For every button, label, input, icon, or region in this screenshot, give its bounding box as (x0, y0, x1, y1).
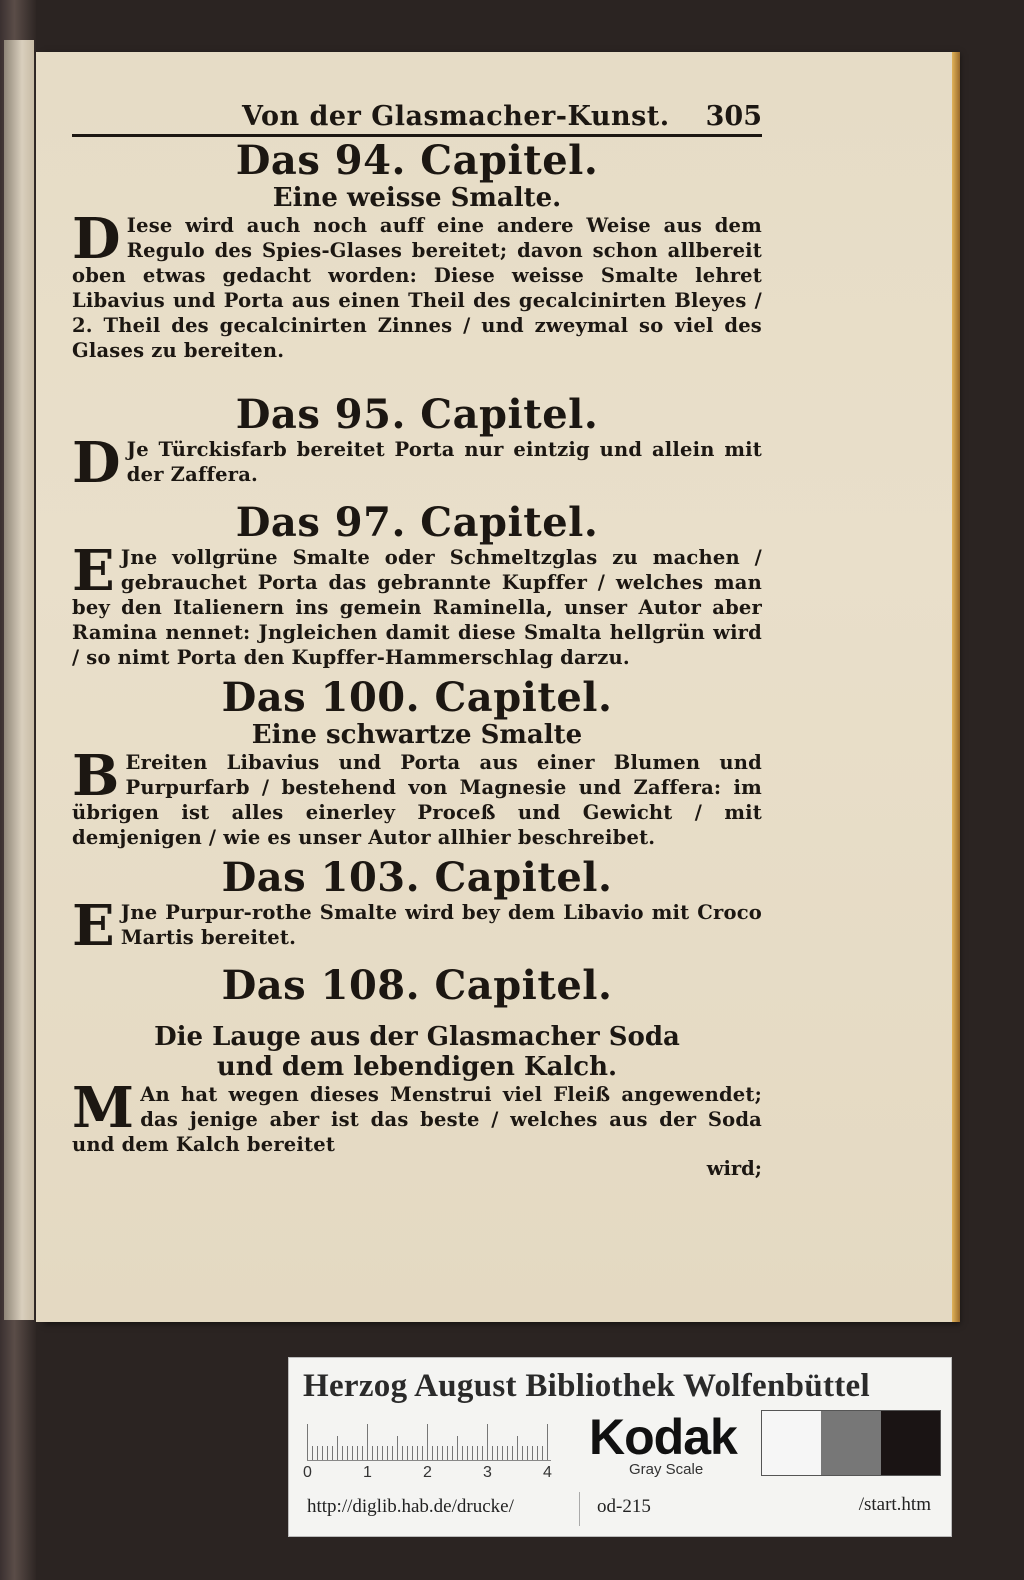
ruler-tick (472, 1446, 473, 1460)
ruler-tick (482, 1446, 483, 1460)
ruler-tick (487, 1424, 488, 1460)
running-head: Von der Glasmacher-Kunst. (242, 101, 670, 132)
ruler-tick (442, 1446, 443, 1460)
ruler-tick (462, 1446, 463, 1460)
ruler-tick (347, 1446, 348, 1460)
ruler-number: 2 (423, 1464, 432, 1481)
ruler-tick (507, 1446, 508, 1460)
drop-cap: M (72, 1075, 135, 1141)
chapter-103 (72, 854, 762, 959)
library-target-card (289, 1358, 951, 1536)
drop-cap: E (72, 893, 115, 959)
chapter-title: Das 103. Capitel. (221, 854, 613, 901)
ruler-tick (422, 1446, 423, 1460)
ruler-tick (377, 1446, 378, 1460)
drop-cap: B (72, 743, 120, 809)
left-page-edge (4, 40, 34, 1320)
swatch-white (762, 1411, 821, 1475)
chapter-subtitle: Eine schwartze Smalte (251, 720, 583, 750)
ruler-tick (417, 1446, 418, 1460)
ruler-tick (392, 1446, 393, 1460)
ruler-tick (387, 1446, 388, 1460)
drop-cap: D (72, 206, 121, 272)
gray-scale-label: Gray Scale (629, 1461, 704, 1478)
ruler-tick (512, 1446, 513, 1460)
chapter-100 (72, 676, 762, 850)
paragraph-text: An hat wegen dieses Menstrui viel Fleiß angewendet; das jenige aber ist das beste / welches aus der Soda und dem Kalch bereitet (72, 1083, 762, 1156)
ruler-tick (397, 1436, 398, 1460)
ruler-tick (532, 1446, 533, 1460)
scale-ruler (307, 1420, 551, 1461)
chapter-subtitle: Eine weisse Smalte. (272, 183, 562, 213)
ruler-tick (382, 1446, 383, 1460)
ruler-tick (402, 1446, 403, 1460)
ruler-number: 1 (363, 1464, 372, 1481)
chapter-title: Das 97. Capitel. (235, 499, 599, 546)
drop-cap: D (72, 430, 121, 496)
url-suffix: /start.htm (858, 1494, 931, 1515)
ruler-tick (547, 1424, 548, 1460)
ruler-tick (502, 1446, 503, 1460)
ruler-tick (407, 1446, 408, 1460)
page-content (72, 92, 762, 1180)
ruler-tick (467, 1446, 468, 1460)
ruler-tick (332, 1446, 333, 1460)
ruler-tick (452, 1446, 453, 1460)
institution-name: Herzog August Bibliothek Wolfenbüttel (303, 1368, 870, 1404)
paragraph-text: Jne Purpur-rothe Smalte wird bey dem Libavio mit Croco Martis bereitet. (120, 901, 762, 949)
ruler-number: 0 (303, 1464, 312, 1481)
chapter-title: Das 95. Capitel. (235, 391, 599, 438)
ruler-tick (477, 1446, 478, 1460)
ruler-tick (427, 1424, 428, 1460)
divider (579, 1492, 580, 1526)
ruler-tick (372, 1446, 373, 1460)
paragraph-text: Ereiten Libavius und Porta aus einer Blumen und Purpurfarb / bestehend von Magnesie und Zaffera: im übrigen ist alles einerley Proceß und Gewicht / mit demjenigen / wie es unser Autor allhier beschreibet. (72, 751, 762, 849)
ruler-tick (352, 1446, 353, 1460)
ruler-tick (412, 1446, 413, 1460)
page-number: 305 (705, 101, 762, 132)
ruler-tick (307, 1424, 308, 1460)
swatch-black (881, 1411, 940, 1475)
ruler-number: 3 (483, 1464, 492, 1481)
ruler-tick (527, 1446, 528, 1460)
chapter-paragraph (72, 1075, 762, 1157)
chapter-paragraph (72, 893, 762, 959)
chapter-title: Das 108. Capitel. (221, 962, 613, 1009)
ruler-tick (312, 1446, 313, 1460)
ruler-tick (447, 1446, 448, 1460)
ruler-tick (537, 1446, 538, 1460)
ruler-tick (432, 1446, 433, 1460)
ruler-tick (517, 1436, 518, 1460)
ruler-tick (362, 1446, 363, 1460)
chapter-97 (72, 501, 762, 670)
ruler-tick (317, 1446, 318, 1460)
ruler-tick (497, 1446, 498, 1460)
chapter-paragraph (72, 743, 762, 850)
ruler-tick (457, 1436, 458, 1460)
url-id: od-215 (597, 1496, 651, 1517)
catchword: wird; (706, 1157, 762, 1180)
ruler-tick (522, 1446, 523, 1460)
chapter-title: Das 100. Capitel. (221, 674, 613, 721)
ruler-number: 4 (543, 1464, 552, 1481)
ruler-numbers (303, 1464, 573, 1484)
chapter-paragraph (72, 538, 762, 670)
chapter-title: Das 94. Capitel. (235, 137, 599, 184)
ruler-tick (327, 1446, 328, 1460)
paragraph-text: Jne vollgrüne Smalte oder Schmeltzglas zu machen / gebrauchet Porta das gebrannte Kupffer / welches man bey den Italienern ins gemein Raminella, unser Autor aber Ramina nennet: Jngleichen damit diese Smalta hellgrün wird / so nimt Porta den Kupffer-Hammerschlag darzu. (72, 546, 762, 669)
ruler-tick (492, 1446, 493, 1460)
chapter-paragraph (72, 430, 762, 496)
ruler-tick (367, 1424, 368, 1460)
ruler-tick (357, 1446, 358, 1460)
kodak-logo: Kodak (589, 1409, 737, 1465)
drop-cap: E (72, 538, 115, 604)
chapter-94 (72, 139, 762, 363)
ruler-tick (437, 1446, 438, 1460)
ruler-tick (342, 1446, 343, 1460)
swatch-gray (821, 1411, 880, 1475)
ruler-tick (542, 1446, 543, 1460)
gray-scale-swatches (761, 1410, 941, 1476)
chapter-paragraph (72, 206, 762, 363)
ruler-tick (337, 1436, 338, 1460)
paragraph-text: Je Türckisfarb bereitet Porta nur eintzig und allein mit der Zaffera. (126, 438, 762, 486)
paragraph-text: Iese wird auch noch auff eine andere Weise aus dem Regulo des Spies-Glases bereitet; davon schon allbereit oben etwas gedacht worden: Diese weisse Smalte lehret Libavius und Porta aus einen Theil des gecalcinirten Bleyes / 2. Theil des gecalcinirten Zinnes / und zweymal so viel des Glases zu bereiten. (72, 214, 762, 362)
ruler-tick (322, 1446, 323, 1460)
chapter-95 (72, 391, 762, 496)
chapter-subtitle: Die Lauge aus der Glasmacher Soda und dem lebendigen Kalch. (154, 1022, 680, 1082)
chapter-108 (72, 964, 762, 1180)
page-header (72, 92, 762, 137)
url-base: http://diglib.hab.de/drucke/ (307, 1496, 514, 1517)
